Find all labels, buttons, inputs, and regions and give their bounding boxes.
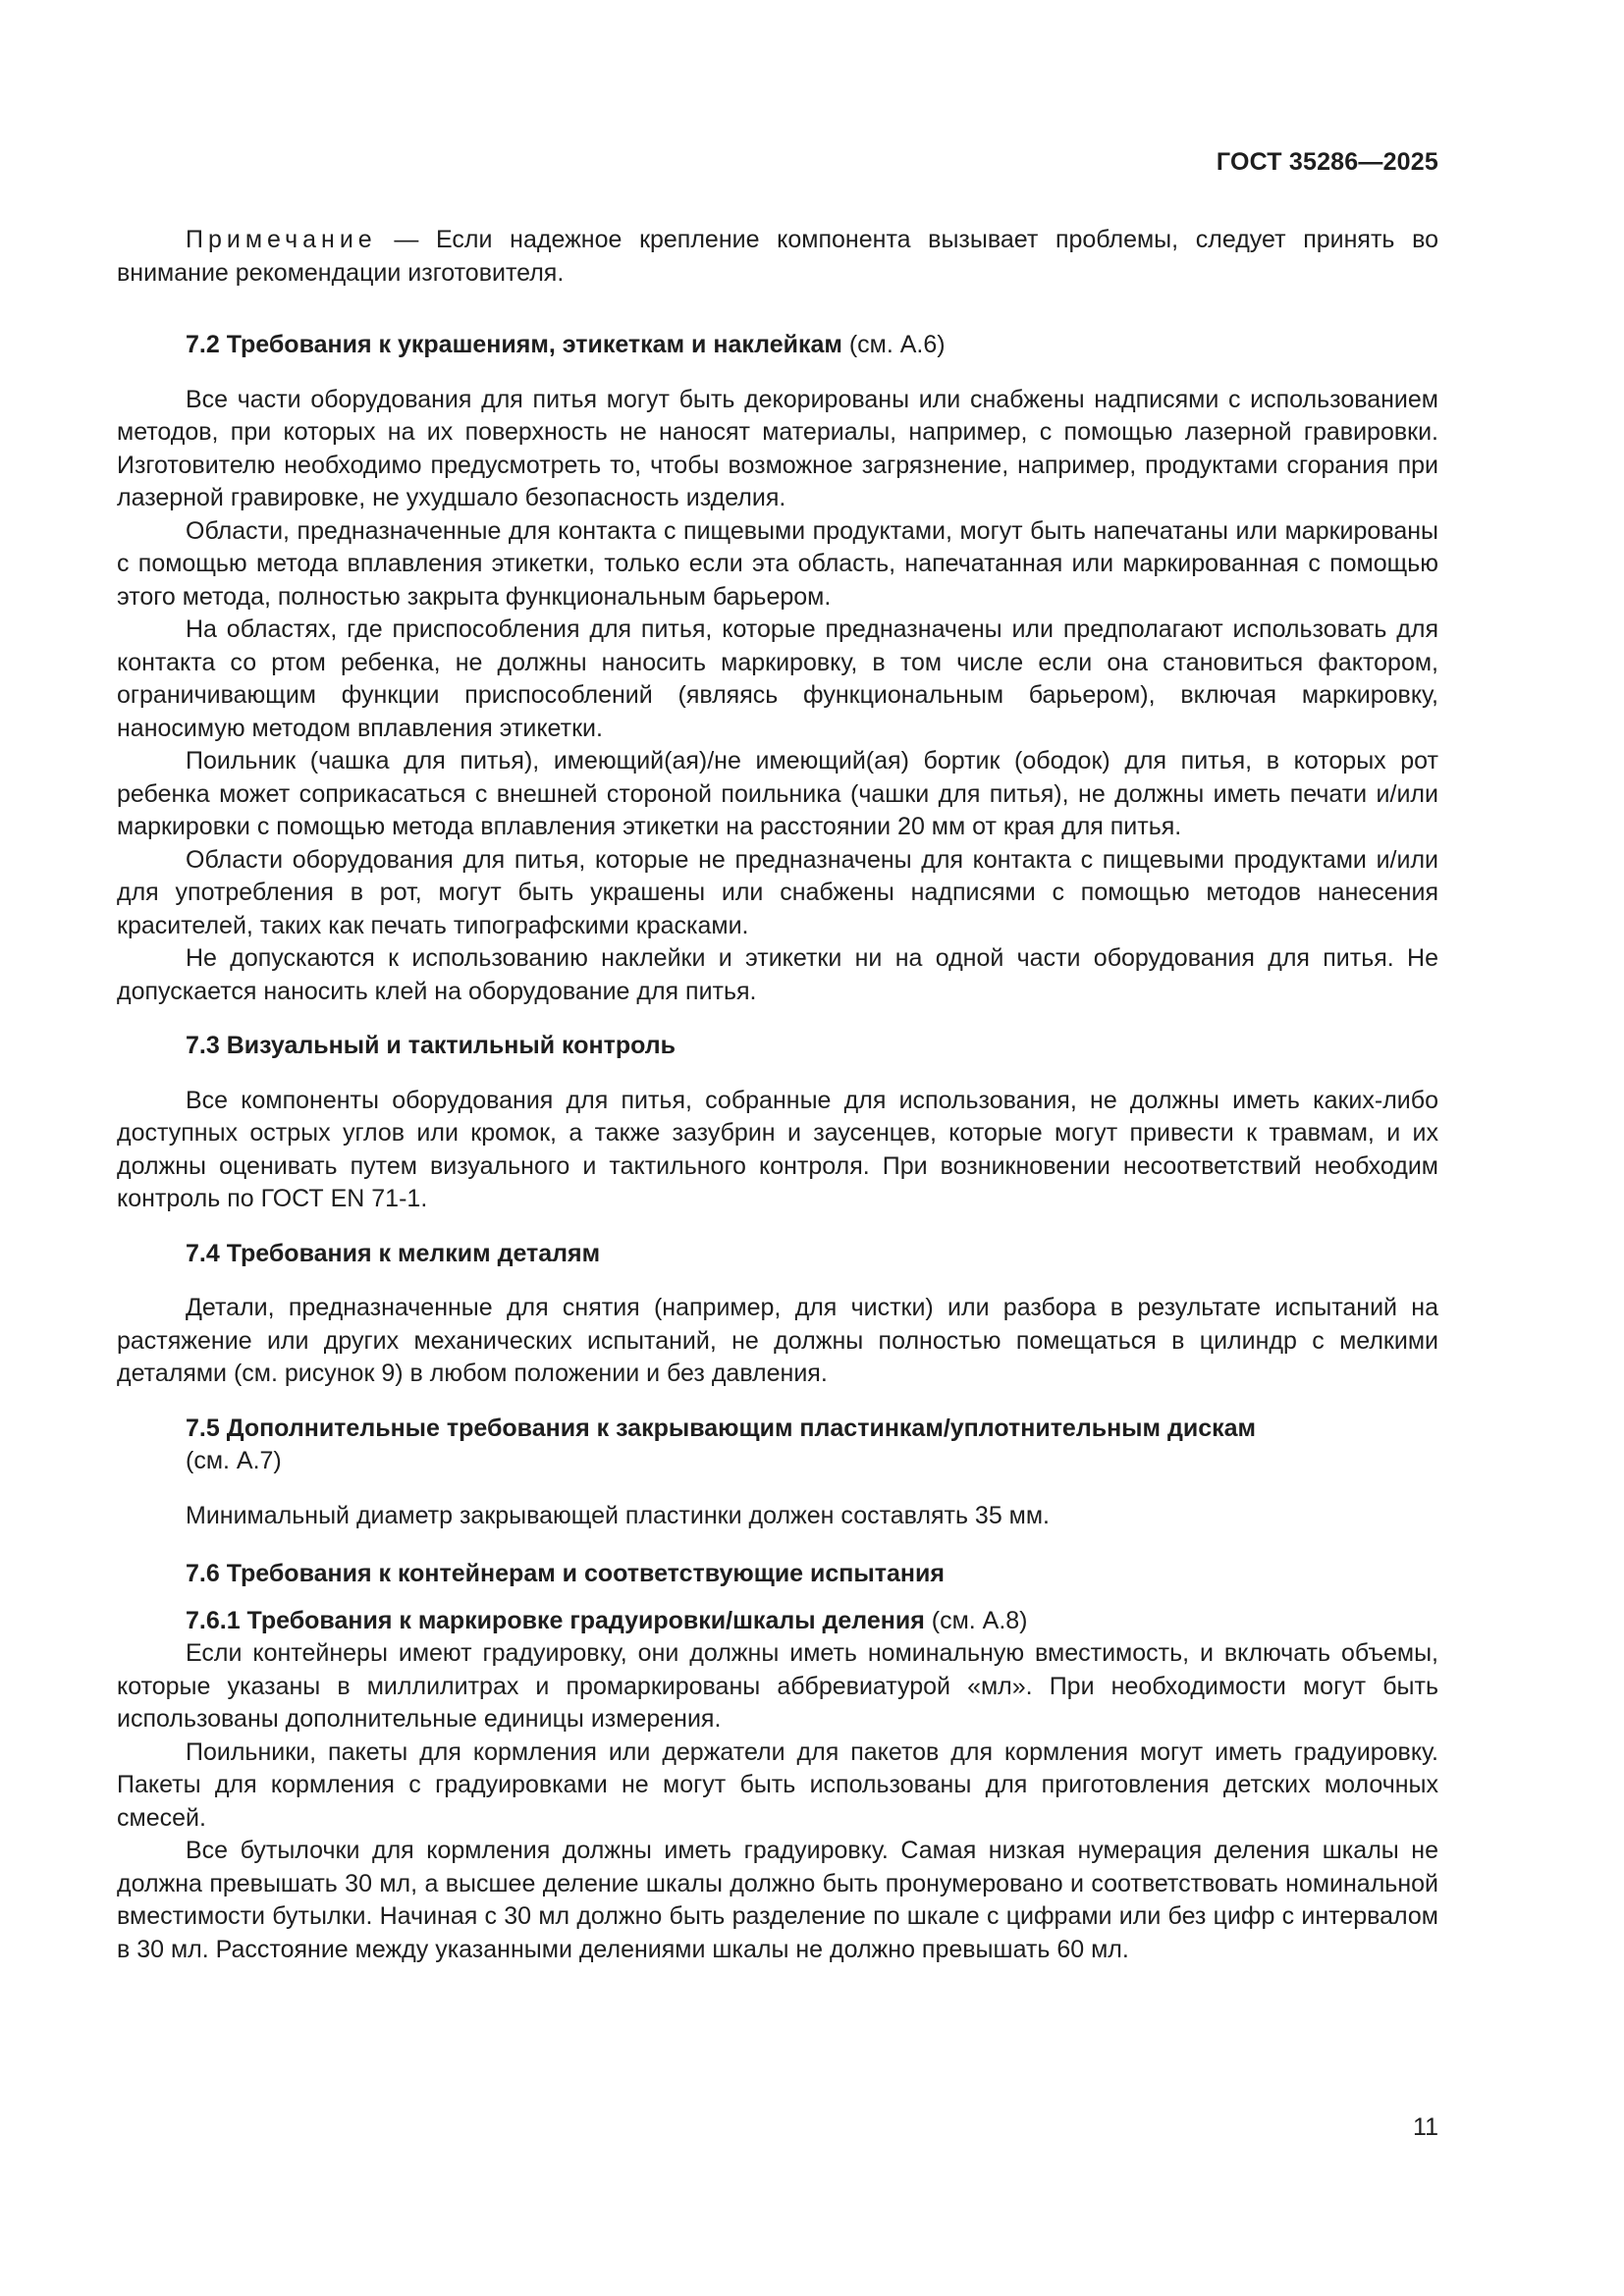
section-7-6-title: 7.6 Требования к контейнерам и соответствующие испытания xyxy=(186,1560,945,1587)
section-7-2-paragraph-2: Области, предназначенные для контакта с пищевыми продуктами, могут быть напечатаны или маркированы с помощью метода вплавления этикетки, только если эта область, напечатанная или маркированная с помощью этого метода, полностью закрыта функциональным барьером. xyxy=(117,516,1438,611)
section-7-6-1-heading xyxy=(117,1605,1438,1638)
page-content xyxy=(117,224,1438,1966)
section-7-3-title: 7.3 Визуальный и тактильный контроль xyxy=(186,1032,676,1059)
section-7-3-heading xyxy=(117,1030,1438,1063)
document-page xyxy=(117,0,1438,2296)
section-7-5-paragraph-1: Минимальный диаметр закрывающей пластинки должен составлять 35 мм. xyxy=(186,1501,1050,1529)
section-7-6-1-paragraph-3: Все бутылочки для кормления должны иметь градуировку. Самая низкая нумерация деления шкалы не должна превышать 30 мл, а высшее деление шкалы должно быть пронумеровано и соответствовать номинальной вместимости бутылки. Начиная с 30 мл должно быть разделение по шкале с цифрами или без цифр с интервалом в 30 мл. Расстояние между указанными делениями шкалы не должно превышать 60 мл. xyxy=(117,1837,1438,1963)
section-7-5-ref: (см. А.7) xyxy=(186,1447,282,1474)
section-7-6-1-paragraph-2: Поильники, пакеты для кормления или держатели для пакетов для кормления могут иметь градуировку. Пакеты для кормления с градуировками не могут быть использованы для приготовления детских молочных смесей. xyxy=(117,1737,1438,1832)
section-7-2-ref: (см. А.6) xyxy=(841,331,946,358)
section-7-4-paragraph-1: Детали, предназначенные для снятия (например, для чистки) или разбора в результате испытаний на растяжение или других механических испытаний, не должны полностью помещаться в цилиндр с мелкими деталями (см. рисунок 9) в любом положении и без давления. xyxy=(117,1294,1438,1387)
section-7-2-paragraph-1: Все части оборудования для питья могут быть декорированы или снабжены надписями с использованием методов, при которых на их поверхность не наносят материалы, например, с помощью лазерной гравировки. Изготовителю необходимо предусмотреть то, чтобы возможное загрязнение, например, продуктами сгорания при лазерной гравировке, не ухудшало безопасность изделия. xyxy=(117,385,1438,511)
section-7-4-title: 7.4 Требования к мелким деталям xyxy=(186,1239,601,1267)
section-7-6-1-paragraph-1: Если контейнеры имеют градуировку, они должны иметь номинальную вместимость, и включать объемы, которые указаны в миллилитрах и промаркированы аббревиатурой «мл». При необходимости могут быть использованы дополнительные единицы измерения. xyxy=(117,1639,1438,1733)
section-7-5-heading xyxy=(117,1413,1438,1478)
section-7-5-title: 7.5 Дополнительные требования к закрывающим пластинкам/уплотнительным дискам xyxy=(186,1414,1257,1442)
section-7-2-paragraph-3: На областях, где приспособления для питья, которые предназначены или предполагают использовать для контакта со ртом ребенка, не должны наносить маркировку, в том числе если она становиться фактором, ограничивающим функции приспособлений (являясь функциональным барьером), включая маркировку, наносимую методом вплавления этикетки. xyxy=(117,615,1438,742)
note-text: — Если надежное крепление компонента вызывает проблемы, следует принять во внимание рекомендации изготовителя. xyxy=(117,226,1438,287)
note-paragraph xyxy=(117,224,1438,290)
note-label: Примечание xyxy=(186,226,377,253)
section-7-2-heading xyxy=(117,329,1438,362)
section-7-3-paragraph-1: Все компоненты оборудования для питья, собранные для использования, не должны иметь каких-либо доступных острых углов или кромок, а также зазубрин и заусенцев, которые могут привести к травмам, и их должны оценивать путем визуального и тактильного контроля. При возникновении несоответствий необходим контроль по ГОСТ EN 71-1. xyxy=(117,1086,1438,1212)
section-7-6-heading xyxy=(117,1558,1438,1591)
section-7-6-1-title: 7.6.1 Требования к маркировке градуировки/шкалы деления xyxy=(186,1606,925,1634)
section-7-6-1-ref: (см. А.8) xyxy=(924,1606,1028,1634)
page-number: 11 xyxy=(1413,2113,1438,2141)
section-7-2-paragraph-4: Поильник (чашка для питья), имеющий(ая)/не имеющий(ая) бортик (ободок) для питья, в которых рот ребенка может соприкасаться с внешней стороной поильника (чашки для питья), не должны иметь печати и/или маркировки с помощью метода вплавления этикетки на расстоянии 20 мм от края для питья. xyxy=(117,747,1438,840)
section-7-2-title: 7.2 Требования к украшениям, этикеткам и наклейкам xyxy=(186,331,842,358)
section-7-4-heading xyxy=(117,1238,1438,1271)
section-7-2-paragraph-5: Области оборудования для питья, которые не предназначены для контакта с пищевыми продуктами и/или для употребления в рот, могут быть украшены или снабжены надписями с помощью методов нанесения красителей, таких как печать типографскими красками. xyxy=(117,845,1438,939)
document-id: ГОСТ 35286—2025 xyxy=(1216,148,1438,176)
section-7-2-paragraph-6: Не допускаются к использованию наклейки и этикетки ни на одной части оборудования для питья. Не допускается наносить клей на оборудование для питья. xyxy=(117,944,1438,1005)
